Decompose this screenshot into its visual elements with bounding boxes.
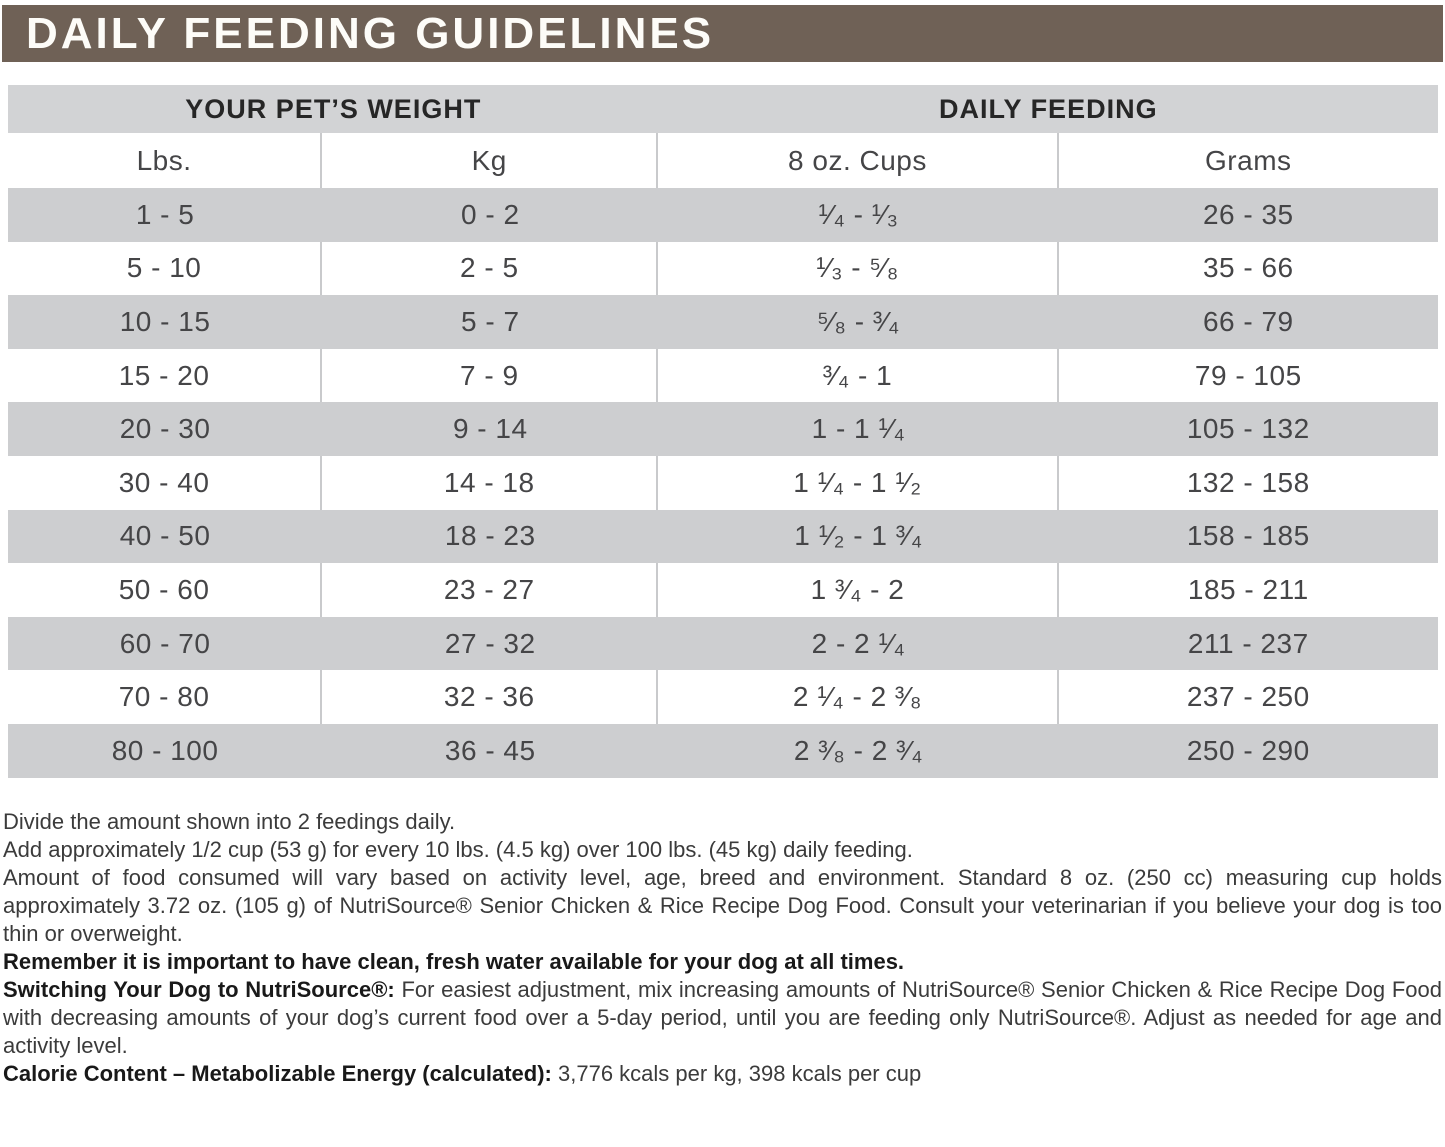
cell-cups: 1 ¹⁄₄ - 1 ¹⁄₂ [658,456,1058,510]
title-bar [2,5,1443,62]
table-column-headers [8,133,1438,188]
cell-kg: 32 - 36 [322,670,658,724]
cell-cups: 1 - 1 ¹⁄₄ [811,413,906,445]
cell-lbs: 70 - 80 [8,670,322,724]
cell-cups: ³⁄₄ - 1 [658,349,1058,403]
section-header-daily-feeding: DAILY FEEDING [939,93,1158,124]
calorie-content-value: 3,776 kcals per kg, 398 kcals per cup [558,1061,922,1086]
cell-grams: 211 - 237 [1187,627,1309,659]
cell-lbs: 80 - 100 [111,734,219,766]
table-row [8,349,1438,403]
cell-kg: 9 - 14 [452,413,528,445]
cell-grams: 158 - 185 [1186,520,1310,552]
cell-grams: 35 - 66 [1202,252,1294,284]
column-header-lbs: Lbs. [8,133,322,188]
cell-grams: 66 - 79 [1202,305,1294,337]
switching-label: Switching Your Dog to NutriSource®: [3,977,395,1002]
cell-grams: 132 - 158 [1186,466,1310,498]
feeding-table [8,85,1438,778]
cell-grams: 250 - 290 [1186,734,1310,766]
cell-lbs: 1 - 5 [135,198,195,230]
table-row [8,670,1438,724]
table-row [8,724,1438,778]
calorie-paragraph [3,1060,1442,1088]
cell-grams: 105 - 132 [1186,413,1310,445]
cell-kg: 5 - 7 [460,305,520,337]
switching-paragraph [3,976,1442,1060]
cell-kg: 7 - 9 [322,349,658,403]
cell-cups: ¹⁄₃ - ⁵⁄₈ [658,242,1058,296]
cell-cups: 2 ³⁄₈ - 2 ³⁄₄ [793,734,924,766]
column-header-kg: Kg [322,133,658,188]
cell-lbs: 50 - 60 [8,563,322,617]
table-row [8,295,1438,349]
note-fresh-water: Remember it is important to have clean, fresh water available for your dog at all times. [3,949,905,974]
note-add-cup: Add approximately 1/2 cup (53 g) for every 10 lbs. (4.5 kg) over 100 lbs. (45 kg) daily feeding. [3,837,913,862]
cell-lbs: 20 - 30 [119,413,211,445]
cell-cups: ⁵⁄₈ - ³⁄₄ [817,305,900,337]
cell-cups: ¹⁄₄ - ¹⁄₃ [818,198,899,230]
cell-grams: 237 - 250 [1186,681,1310,713]
cell-lbs: 10 - 15 [119,305,211,337]
cell-grams: 185 - 211 [1187,573,1309,605]
calorie-content-label: Calorie Content – Metabolizable Energy (calculated): [3,1061,552,1086]
cell-lbs: 30 - 40 [8,456,322,510]
cell-cups: 2 - 2 ¹⁄₄ [811,627,906,659]
cell-cups: 2 ¹⁄₄ - 2 ³⁄₈ [658,670,1058,724]
table-row [8,188,1438,242]
note-consumption-variance: Amount of food consumed will vary based on activity level, age, breed and environment. Standard 8 oz. (250 cc) measuring cup holds approximately 3.72 oz. (105 g) of NutriSource® Senior Chicken & Rice Recipe Dog Food. Consult your veterinarian if you believe your dog is too thin or overweight. [3,865,1442,946]
page-title: DAILY FEEDING GUIDELINES [26,8,715,58]
table-section-header [8,85,1438,133]
cell-grams: 79 - 105 [1194,359,1302,391]
column-header-grams: Grams [1205,144,1292,176]
cell-kg: 0 - 2 [460,198,520,230]
cell-grams: 26 - 35 [1202,198,1294,230]
cell-kg: 36 - 45 [444,734,536,766]
table-row [8,456,1438,510]
switching-text: For easiest adjustment, mix increasing amounts of NutriSource® Senior Chicken & Rice Recipe Dog Food with decreasing amounts of your dog’s current food over a 5-day period, until you are feeding only NutriSource®. Adjust as needed for age and activity level. [3,977,1442,1058]
table-body [8,188,1438,778]
note-divide-feedings: Divide the amount shown into 2 feedings daily. [3,809,456,834]
cell-kg: 2 - 5 [322,242,658,296]
notes-section [3,808,1442,1088]
cell-kg: 14 - 18 [322,456,658,510]
cell-lbs: 5 - 10 [8,242,322,296]
cell-cups: 1 ¹⁄₂ - 1 ³⁄₄ [794,520,923,552]
cell-cups: 1 ³⁄₄ - 2 [658,563,1058,617]
cell-kg: 27 - 32 [444,627,536,659]
table-row [8,617,1438,671]
table-row [8,402,1438,456]
section-header-pet-weight: YOUR PET’S WEIGHT [185,93,482,124]
cell-lbs: 60 - 70 [119,627,211,659]
cell-lbs: 15 - 20 [8,349,322,403]
table-row [8,563,1438,617]
table-row [8,510,1438,564]
column-header-cups: 8 oz. Cups [658,133,1058,188]
cell-lbs: 40 - 50 [119,520,211,552]
table-row [8,242,1438,296]
cell-kg: 18 - 23 [444,520,536,552]
cell-kg: 23 - 27 [322,563,658,617]
